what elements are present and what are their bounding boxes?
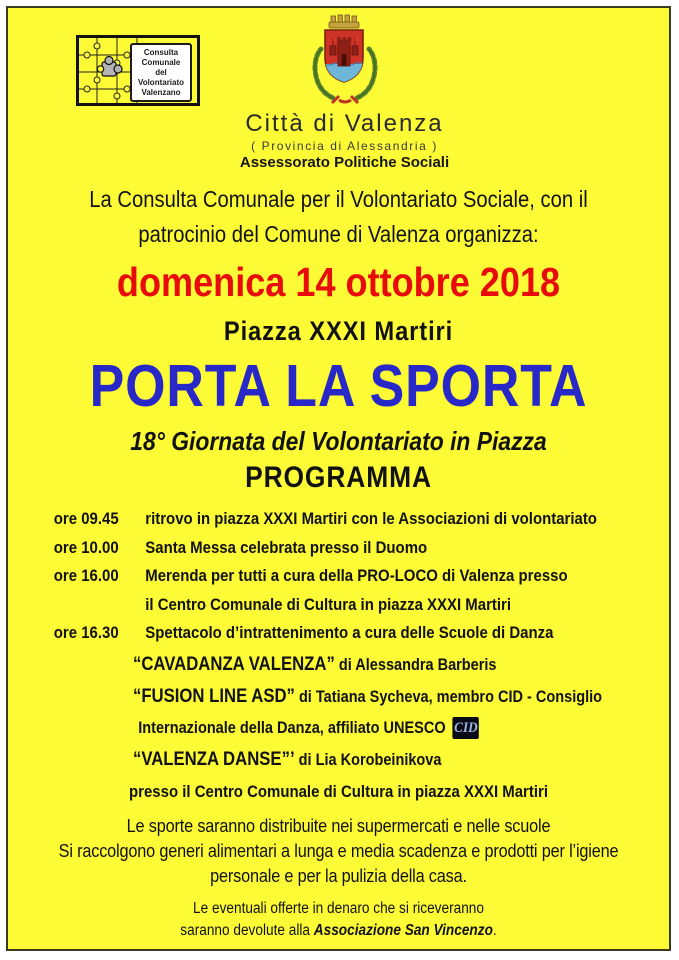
schedule-time: ore 10.00	[53, 537, 119, 557]
cid-unesco-logo: CID	[453, 717, 479, 739]
donation-note	[8, 898, 669, 942]
intro-line-2: patrocinio del Comune di Valenza organizza:	[138, 221, 539, 247]
municipality-header	[14, 14, 671, 171]
donation-note-suffix: .	[492, 921, 497, 939]
schedule-row	[54, 619, 669, 648]
schedule-time: ore 09.45	[53, 509, 119, 528]
schedule-row	[54, 505, 669, 534]
intro-text	[8, 182, 669, 252]
schedule-time: ore 16.00	[53, 566, 119, 585]
dance-school-name: “CAVADANZA VALENZA”	[132, 653, 335, 675]
dance-school-detail: di Alessandra Barberis	[334, 655, 497, 674]
ribbon	[332, 96, 358, 103]
schedule-row	[54, 534, 669, 563]
intro-line-1: La Consulta Comunale per il Volontariato Sociale, con il	[89, 186, 588, 212]
collection-info	[8, 813, 669, 888]
logo-label-line: del	[155, 67, 167, 77]
poster-body	[8, 166, 669, 942]
venue-line: presso il Centro Comunale di Cultura in piazza XXXI Martiri	[129, 781, 548, 801]
dance-school-line	[8, 682, 669, 712]
dance-school-line	[8, 650, 669, 680]
collection-info-line-3: personale e per la pulizia della casa.	[210, 864, 467, 886]
donation-note-prefix: saranno devolute alla	[180, 921, 314, 939]
dance-school-name: “VALENZA DANSE”’	[132, 748, 295, 770]
donation-note-line-1: Le eventuali offerte in denaro che si riceveranno	[193, 899, 484, 917]
dance-school-line	[8, 745, 669, 775]
donation-recipient: Associazione San Vincenzo	[313, 921, 493, 939]
logo-label-line: Valenzano	[141, 87, 181, 97]
crown	[329, 15, 359, 28]
logo-label-line: Consulta	[143, 47, 179, 57]
city-name: Città di Valenza	[245, 110, 444, 137]
dance-school-detail: di Tatiana Sycheva, membro CID - Consiglio	[294, 687, 603, 706]
province-name: ( Provincia di Alessandria )	[251, 139, 438, 153]
dance-school-line-continued	[8, 714, 669, 743]
dance-school-detail: di Lia Korobeinikova	[294, 750, 442, 769]
dance-school-detail: Internazionale della Danza, affiliato UNESCO	[138, 718, 446, 737]
dance-school-name: “FUSION LINE ASD”	[132, 685, 295, 707]
valenza-coat-of-arms-icon	[293, 14, 397, 108]
porta-la-sporta-poster	[6, 6, 671, 951]
event-location: Piazza XXXI Martiri	[223, 316, 454, 346]
event-title: PORTA LA SPORTA	[89, 353, 588, 419]
poster-header	[8, 8, 669, 171]
event-subtitle: 18° Giornata del Volontariato in Piazza	[130, 426, 547, 456]
collection-info-line-2: Si raccolgono generi alimentari a lunga e media scadenza e prodotti per l’igiene	[58, 839, 619, 861]
program-heading: PROGRAMMA	[245, 461, 432, 494]
logo-label-line: Volontariato	[137, 77, 185, 87]
schedule-description: ritrovo in piazza XXXI Martiri con le Associazioni di volontariato	[145, 509, 597, 528]
schedule-description: Spettacolo d’intrattenimento a cura delle Scuole di Danza	[145, 623, 554, 642]
program-schedule	[8, 505, 669, 648]
schedule-time: ore 16.30	[53, 623, 119, 642]
schedule-description-continued: il Centro Comunale di Cultura in piazza XXXI Martiri	[145, 594, 512, 614]
schedule-description: Santa Messa celebrata presso il Duomo	[145, 537, 428, 557]
event-date: domenica 14 ottobre 2018	[116, 259, 561, 305]
donation-note-line-2	[8, 920, 669, 942]
schedule-description: Merenda per tutti a cura della PRO-LOCO di Valenza presso	[145, 566, 568, 585]
logo-label-line: Comunale	[141, 57, 181, 67]
schedule-row	[54, 562, 669, 591]
department-name: Assessorato Politiche Sociali	[239, 154, 450, 171]
collection-info-line-1: Le sporte saranno distribuite nei supermercati e nelle scuole	[126, 814, 551, 836]
shield	[323, 30, 365, 84]
